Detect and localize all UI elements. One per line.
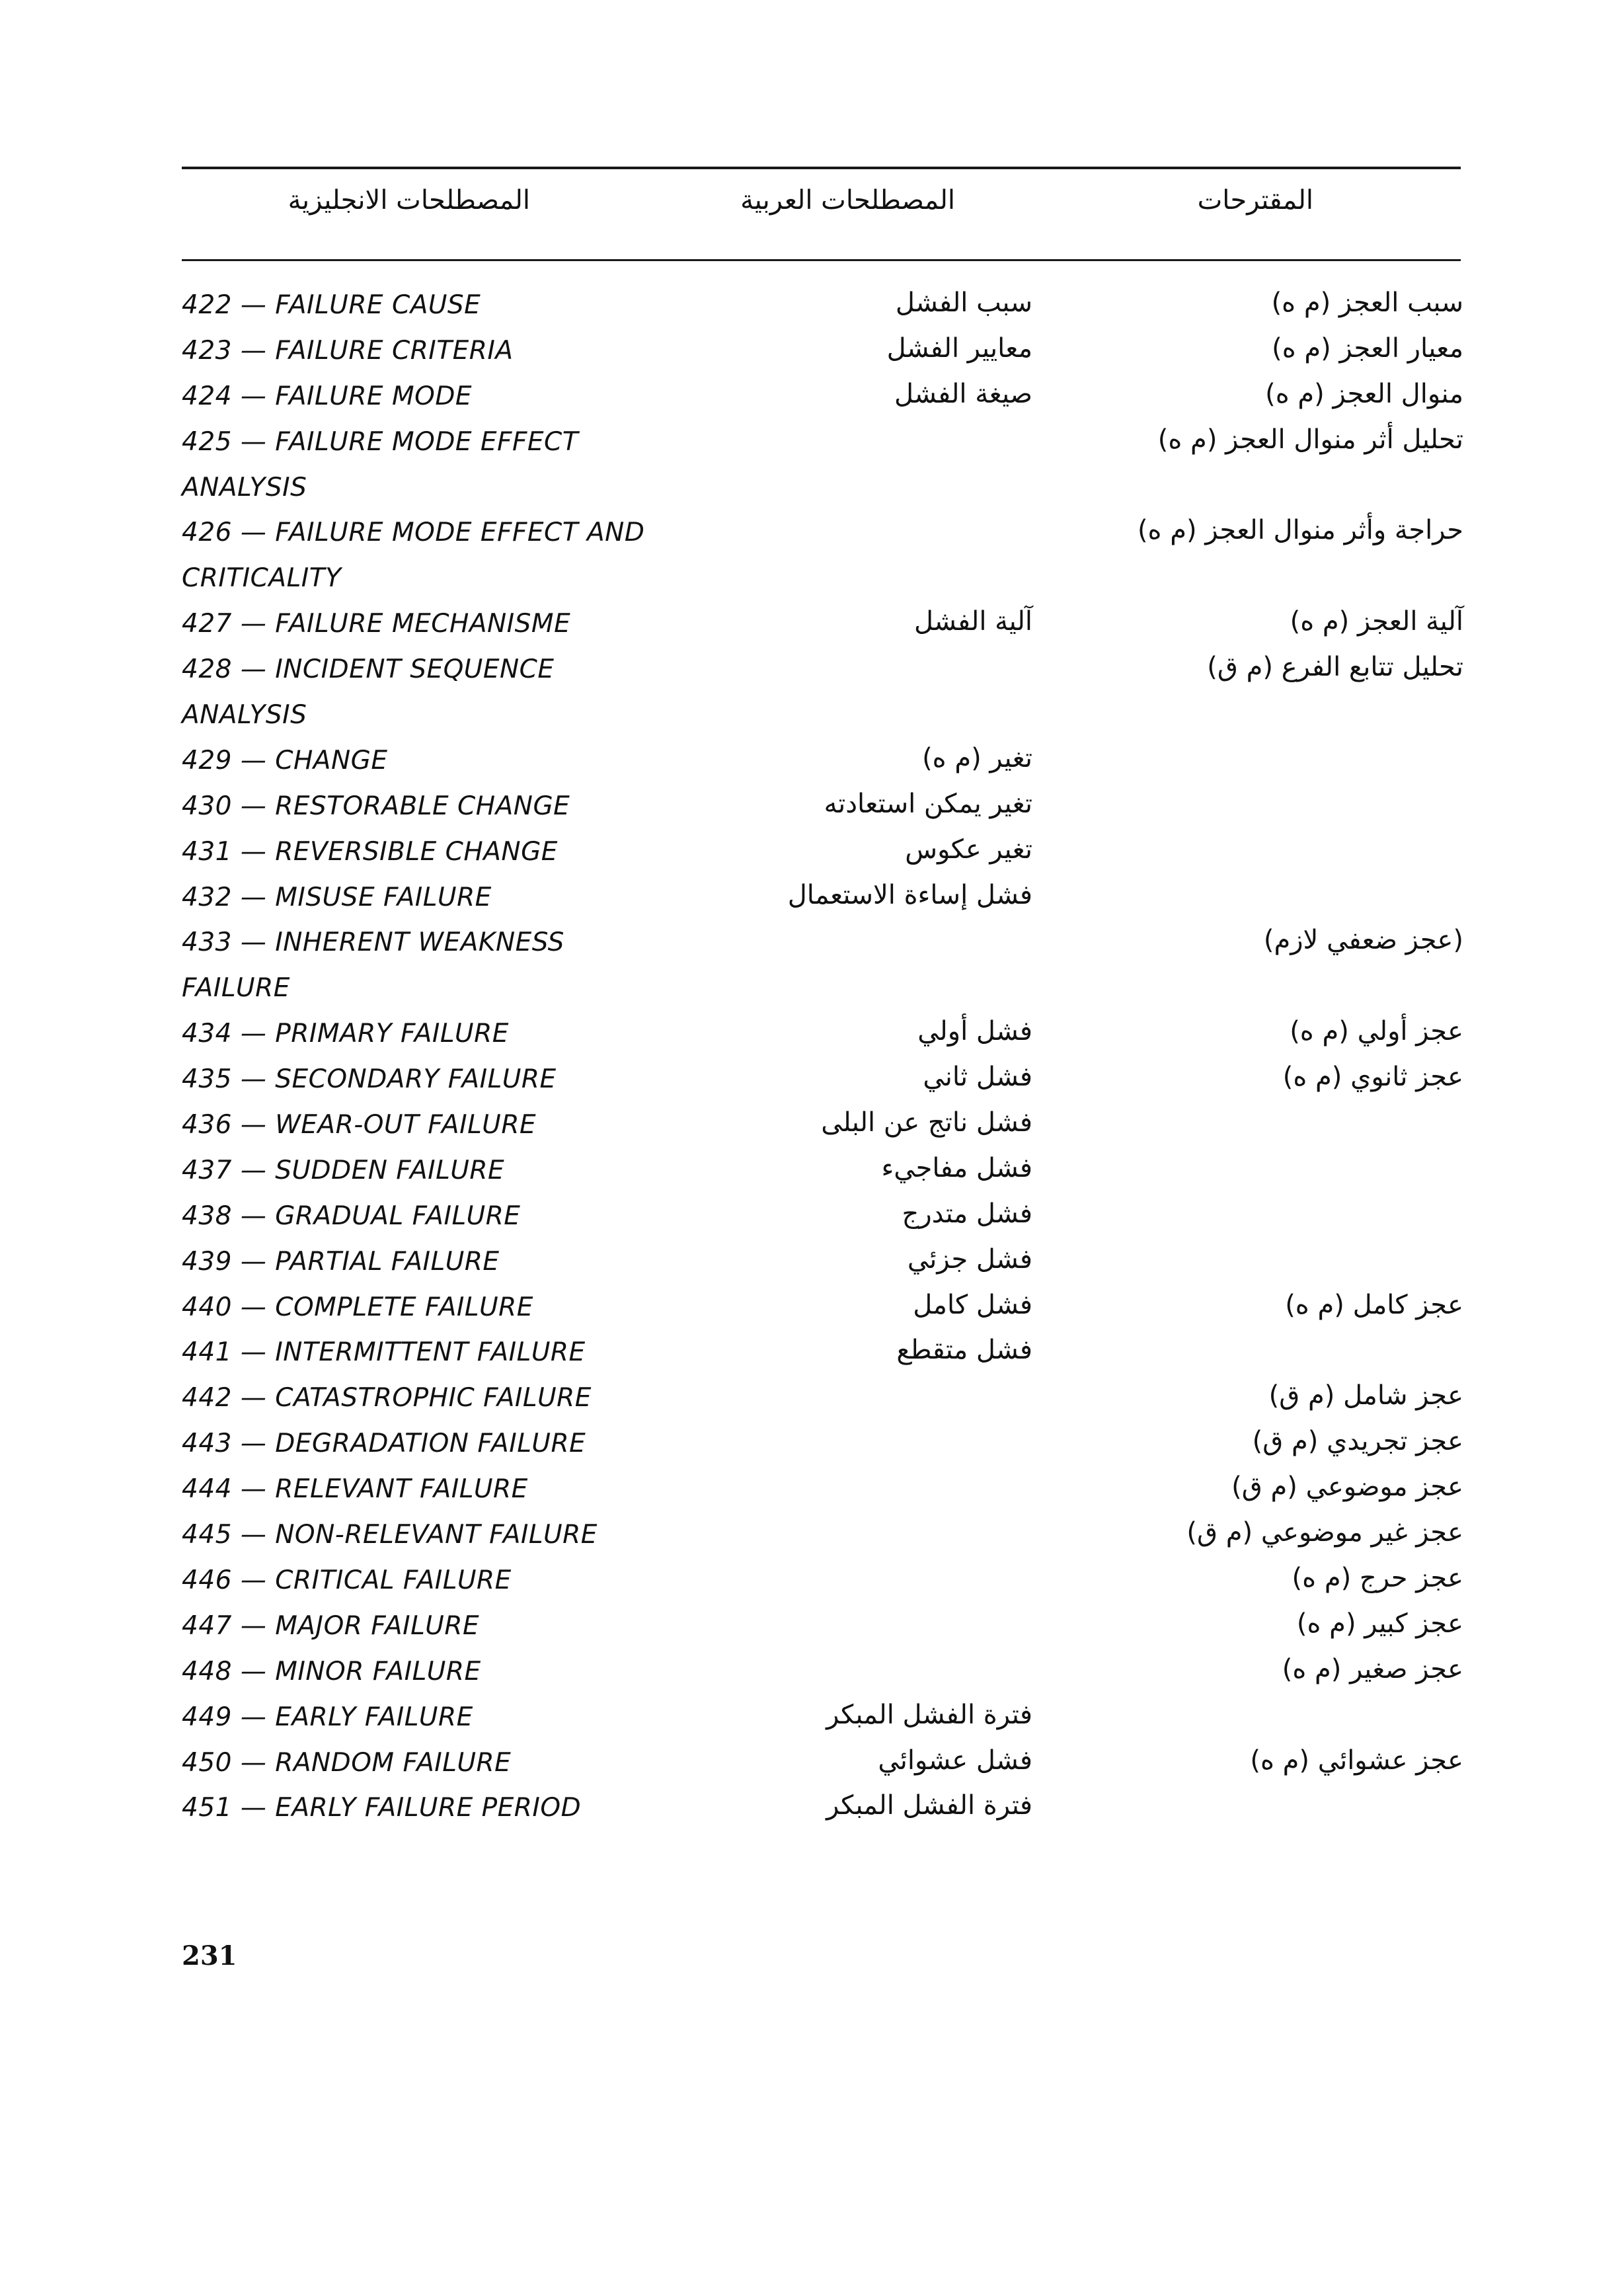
arabic-term: معايير الفشل [886,333,1032,364]
english-term: 423 — FAILURE CRITERIA [182,335,514,366]
english-term: ANALYSIS [182,700,307,731]
table-row [0,1379,1624,1425]
column-header-proposals: المقترحات [1197,185,1313,216]
table-row [0,1288,1624,1334]
english-term: 441 — INTERMITTENT FAILURE [182,1337,586,1368]
table-row [0,1243,1624,1288]
english-term: FAILURE [182,973,290,1004]
english-term: CRITICALITY [182,563,342,594]
english-term: 442 — CATASTROPHIC FAILURE [182,1383,592,1413]
english-term: 447 — MAJOR FAILURE [182,1610,480,1641]
arabic-term: فشل ثاني [923,1062,1032,1093]
english-term: 433 — INHERENT WEAKNESS [182,928,564,958]
table-row [0,1425,1624,1470]
table-row [0,833,1624,879]
english-term: 438 — GRADUAL FAILURE [182,1201,521,1231]
arabic-term: فشل إساءة الاستعمال [787,879,1032,910]
table-row [0,1698,1624,1744]
english-term: 425 — FAILURE MODE EFFECT [182,426,579,457]
proposed-term: عجز غير موضوعي (م ق) [1186,1517,1463,1548]
english-term: ANALYSIS [182,472,307,502]
table-row [0,879,1624,924]
table-row [0,514,1624,559]
proposed-term: عجز أولي (م ه) [1290,1016,1463,1047]
arabic-term: فشل متقطع [896,1335,1032,1366]
table-row [0,1060,1624,1106]
arabic-term: فشل مفاجيء [881,1152,1032,1183]
table-row [0,559,1624,605]
table-row [0,1562,1624,1607]
english-term: 443 — DEGRADATION FAILURE [182,1429,586,1459]
arabic-term: فشل متدرج [902,1198,1032,1229]
table-row [0,651,1624,696]
table-row [0,1470,1624,1516]
english-term: 439 — PARTIAL FAILURE [182,1246,500,1277]
english-term: 429 — CHANGE [182,745,388,775]
proposed-term: تحليل أثر منوال العجز (م ه) [1157,424,1463,455]
arabic-term: فترة الفشل المبكر [826,1699,1032,1730]
page-number: 231 [182,1940,237,1971]
table-row [0,1197,1624,1243]
proposed-term: عجز صغير (م ه) [1282,1653,1463,1684]
arabic-term: تغير (م ه) [922,742,1032,773]
english-term: 437 — SUDDEN FAILURE [182,1155,505,1185]
table-row [0,1333,1624,1379]
english-term: 426 — FAILURE MODE EFFECT AND [182,518,645,548]
table-row [0,1607,1624,1653]
english-term: 440 — COMPLETE FAILURE [182,1292,533,1322]
arabic-term: فشل ناتج عن البلى [821,1107,1032,1138]
english-term: 449 — EARLY FAILURE [182,1702,473,1732]
english-term: 432 — MISUSE FAILURE [182,882,492,912]
proposed-term: عجز كبير (م ه) [1296,1608,1463,1639]
proposed-term: عجز كامل (م ه) [1285,1289,1463,1320]
table-row [0,1744,1624,1790]
english-term: 435 — SECONDARY FAILURE [182,1064,557,1095]
proposed-term: تحليل تتابع الفرع (م ق) [1207,652,1463,683]
table-row [0,1106,1624,1152]
proposed-term: عجز ثانوي (م ه) [1282,1062,1463,1093]
arabic-term: فترة الفشل المبكر [826,1790,1032,1821]
english-term: 422 — FAILURE CAUSE [182,290,481,320]
arabic-term: آلية الفشل [913,606,1032,637]
arabic-term: تغير عكوس [905,834,1032,865]
table-row [0,1789,1624,1835]
proposed-term: عجز عشوائي (م ه) [1250,1745,1463,1776]
arabic-term: سبب الفشل [895,288,1032,318]
english-term: 448 — MINOR FAILURE [182,1656,481,1686]
column-header-arabic-terms: المصطلحات العربية [740,185,955,216]
english-term: 450 — RANDOM FAILURE [182,1747,512,1778]
table-row [0,469,1624,514]
table-row [0,332,1624,377]
header-bottom-rule [182,259,1461,261]
table-row [0,742,1624,787]
proposed-term: معيار العجز (م ه) [1272,333,1463,364]
english-term: 428 — INCIDENT SEQUENCE [182,654,555,685]
table-row [0,1653,1624,1698]
table-row [0,969,1624,1015]
table-row [0,605,1624,651]
proposed-term: منوال العجز (م ه) [1265,378,1463,409]
table-row [0,286,1624,332]
english-term: 434 — PRIMARY FAILURE [182,1019,509,1049]
column-header-english-terms: المصطلحات الانجليزية [288,185,530,216]
proposed-term: عجز موضوعي (م ق) [1231,1472,1463,1503]
terms-table [0,286,1624,1835]
english-term: 446 — CRITICAL FAILURE [182,1565,512,1595]
table-row [0,377,1624,423]
proposed-term: (عجز ضعفي لازم) [1263,925,1463,956]
header-top-rule [182,167,1461,169]
arabic-term: فشل جزئي [907,1244,1032,1275]
table-row [0,423,1624,469]
proposed-term: سبب العجز (م ه) [1271,288,1463,318]
english-term: 431 — REVERSIBLE CHANGE [182,836,558,867]
proposed-term: عجز تجريدي (م ق) [1252,1426,1463,1457]
english-term: 445 — NON-RELEVANT FAILURE [182,1520,598,1550]
proposed-term: آلية العجز (م ه) [1290,606,1463,637]
arabic-term: فشل أولي [917,1016,1032,1047]
english-term: 424 — FAILURE MODE [182,381,472,411]
english-term: 430 — RESTORABLE CHANGE [182,791,570,821]
table-row [0,924,1624,969]
table-row [0,696,1624,742]
english-term: 451 — EARLY FAILURE PERIOD [182,1793,582,1823]
english-term: 444 — RELEVANT FAILURE [182,1474,528,1505]
proposed-term: عجز حرج (م ه) [1292,1562,1463,1593]
proposed-term: عجز شامل (م ق) [1268,1380,1463,1411]
arabic-term: صيغة الفشل [894,378,1032,409]
table-row [0,787,1624,833]
table-row [0,1015,1624,1060]
proposed-term: حراجة وأثر منوال العجز (م ه) [1137,515,1463,546]
english-term: 436 — WEAR-OUT FAILURE [182,1110,537,1140]
arabic-term: تغير يمكن استعادته [824,788,1032,819]
english-term: 427 — FAILURE MECHANISME [182,609,571,639]
arabic-term: فشل كامل [913,1289,1032,1320]
table-row [0,1516,1624,1562]
arabic-term: فشل عشوائي [878,1745,1032,1776]
table-row [0,1152,1624,1197]
